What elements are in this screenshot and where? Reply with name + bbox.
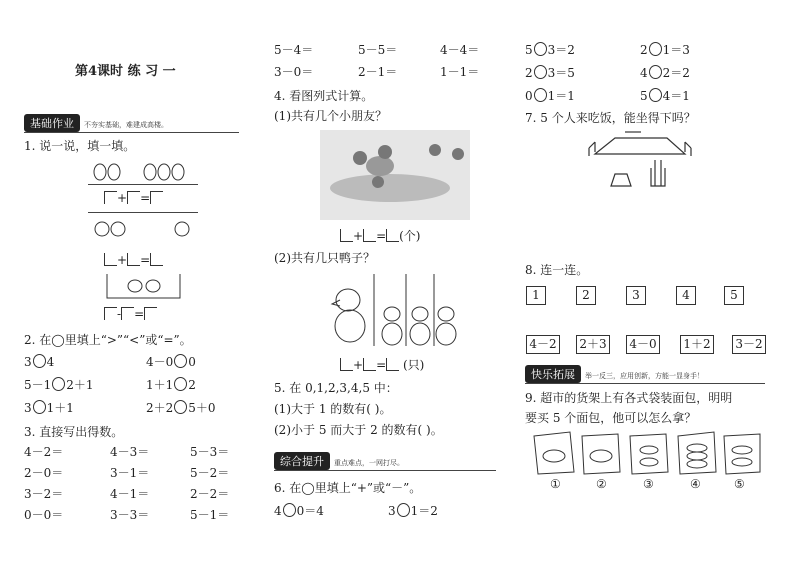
col2-cell: 1－1＝: [440, 65, 480, 79]
q2-row-3: 3 1＋1: [24, 401, 74, 415]
q2-blank[interactable]: [174, 377, 187, 391]
q3-cell: 2－0＝: [24, 466, 64, 480]
q4-label: 4. 看图列式计算。: [274, 89, 374, 103]
q4-eq2: + = (只): [340, 357, 424, 373]
q8-top-box[interactable]: 3: [626, 286, 646, 305]
q3-cell: 4－3＝: [110, 445, 150, 459]
q4-sub2: (2)共有几只鸭子？: [274, 251, 375, 265]
q9-bag-label: ④: [690, 477, 701, 491]
q2-blank[interactable]: [52, 377, 65, 391]
comprehensive-section-motto: 重点难点，一网打尽。: [334, 459, 404, 467]
q6-blank[interactable]: [283, 503, 296, 517]
q3-cell: 3－1＝: [110, 466, 150, 480]
q5-sub1: (1)大于 1 的数有( )。: [274, 402, 392, 416]
q2-blank[interactable]: [174, 400, 187, 414]
col3-row-1b: 2 1＝3: [640, 43, 690, 57]
q1-equation-2: + =: [104, 252, 163, 268]
q2-blank[interactable]: [33, 354, 46, 368]
q8-top-box[interactable]: 2: [576, 286, 596, 305]
bread-bags-illustration: [530, 432, 762, 476]
col3-row-3: 0 1＝1: [525, 89, 575, 103]
q1-divider-1: [88, 184, 198, 185]
q6-row-1: 4 0＝4: [274, 504, 324, 518]
q8-bottom-box[interactable]: 2＋3: [576, 335, 610, 354]
q3-label: 3. 直接写出得数。: [24, 425, 124, 439]
col3-blank[interactable]: [534, 88, 547, 102]
q9-line2: 要买 5 个面包，他可以怎么拿？: [525, 411, 697, 425]
col2-cell: 2－1＝: [358, 65, 398, 79]
comprehensive-section-badge: 综合提升: [274, 452, 330, 470]
col3-blank[interactable]: [649, 42, 662, 56]
col2-cell: 4－4＝: [440, 43, 480, 57]
q2-row-2: 5－1 2＋1: [24, 378, 94, 392]
page-title: 第4课时 练 习 一: [75, 64, 176, 79]
q1-divider-2: [88, 212, 198, 213]
col3-blank[interactable]: [649, 88, 662, 102]
col3-row-2: 2 3＝5: [525, 66, 575, 80]
q9-bag-label: ②: [596, 477, 607, 491]
q3-cell: 5－1＝: [190, 508, 230, 522]
col2-cell: 5－4＝: [274, 43, 314, 57]
basic-section-badge: 基础作业: [24, 114, 80, 132]
basic-section-motto: 不夯实基础，难建成高楼。: [84, 121, 168, 129]
q4-eq1: + = (个): [340, 228, 421, 244]
q3-cell: 4－2＝: [24, 445, 64, 459]
q9-bag-label: ⑤: [734, 477, 745, 491]
col3-blank[interactable]: [649, 65, 662, 79]
pear-illustration: [90, 158, 200, 182]
bag-bracket-illustration: [105, 270, 185, 304]
q8-bottom-box[interactable]: 1＋2: [680, 335, 714, 354]
col3-row-1: 5 3＝2: [525, 43, 575, 57]
comprehensive-section-banner: [274, 452, 404, 470]
q2-row-1: 3 4: [24, 355, 55, 369]
fun-section-rule: [525, 383, 765, 384]
basic-section-banner: [24, 114, 168, 132]
q8-bottom-box[interactable]: 4－2: [526, 335, 560, 354]
col2-cell: 3－0＝: [274, 65, 314, 79]
col3-row-3b: 5 4＝1: [640, 89, 690, 103]
q3-cell: 3－3＝: [110, 508, 150, 522]
q8-label: 8. 连一连。: [525, 263, 589, 277]
q8-bottom-box[interactable]: 4－0: [626, 335, 660, 354]
basic-section-rule: [24, 132, 239, 133]
q6-label: 6. 在◯里填上“+”或“－”。: [274, 481, 422, 495]
q9-bag-label: ③: [643, 477, 654, 491]
q7-label: 7. 5 个人来吃饭，能坐得下吗？: [525, 111, 696, 125]
q3-cell: 4－1＝: [110, 487, 150, 501]
q9-bag-label: ①: [550, 477, 561, 491]
q2-label: 2. 在◯里填上“>”“<”或“=”。: [24, 333, 192, 347]
q8-top-box[interactable]: 4: [676, 286, 696, 305]
q8-top-box[interactable]: 1: [526, 286, 546, 305]
q6-blank[interactable]: [397, 503, 410, 517]
fun-section-motto: 举一反三，应用创新，方能一显身手！: [585, 372, 704, 380]
q4-sub1: (1)共有几个小朋友？: [274, 109, 387, 123]
q3-cell: 3－2＝: [24, 487, 64, 501]
fun-section-badge: 快乐拓展: [525, 365, 581, 383]
col3-blank[interactable]: [534, 42, 547, 56]
q1-equation-1: + =: [104, 190, 163, 206]
q3-cell: 5－3＝: [190, 445, 230, 459]
col3-row-2b: 4 2＝2: [640, 66, 690, 80]
ducks-picture: [330, 270, 460, 348]
q2-row-1b: 4－0 0: [146, 355, 196, 369]
comprehensive-section-rule: [274, 470, 496, 471]
q5-label: 5. 在 0,1,2,3,4,5 中：: [274, 381, 398, 395]
q6-row-1b: 3 1＝2: [388, 504, 438, 518]
q2-row-2b: 1＋1 2: [146, 378, 196, 392]
q3-cell: 2－2＝: [190, 487, 230, 501]
col3-blank[interactable]: [534, 65, 547, 79]
fun-section-banner: [525, 365, 704, 383]
q1-equation-3: - =: [104, 306, 157, 322]
q2-row-3b: 2＋2 5＋0: [146, 401, 216, 415]
apple-illustration: [92, 218, 202, 240]
q5-sub2: (2)小于 5 而大于 2 的数有( )。: [274, 423, 443, 437]
q1-label: 1. 说一说，填一填。: [24, 139, 136, 153]
table-chairs-illustration: [585, 128, 697, 194]
q8-bottom-box[interactable]: 3－2: [732, 335, 766, 354]
q2-blank[interactable]: [174, 354, 187, 368]
children-picture: [320, 130, 470, 220]
q3-cell: 0－0＝: [24, 508, 64, 522]
col2-cell: 5－5＝: [358, 43, 398, 57]
q2-blank[interactable]: [33, 400, 46, 414]
q3-cell: 5－2＝: [190, 466, 230, 480]
q8-top-box[interactable]: 5: [724, 286, 744, 305]
q9-line1: 9. 超市的货架上有各式袋装面包，明明: [525, 391, 733, 405]
